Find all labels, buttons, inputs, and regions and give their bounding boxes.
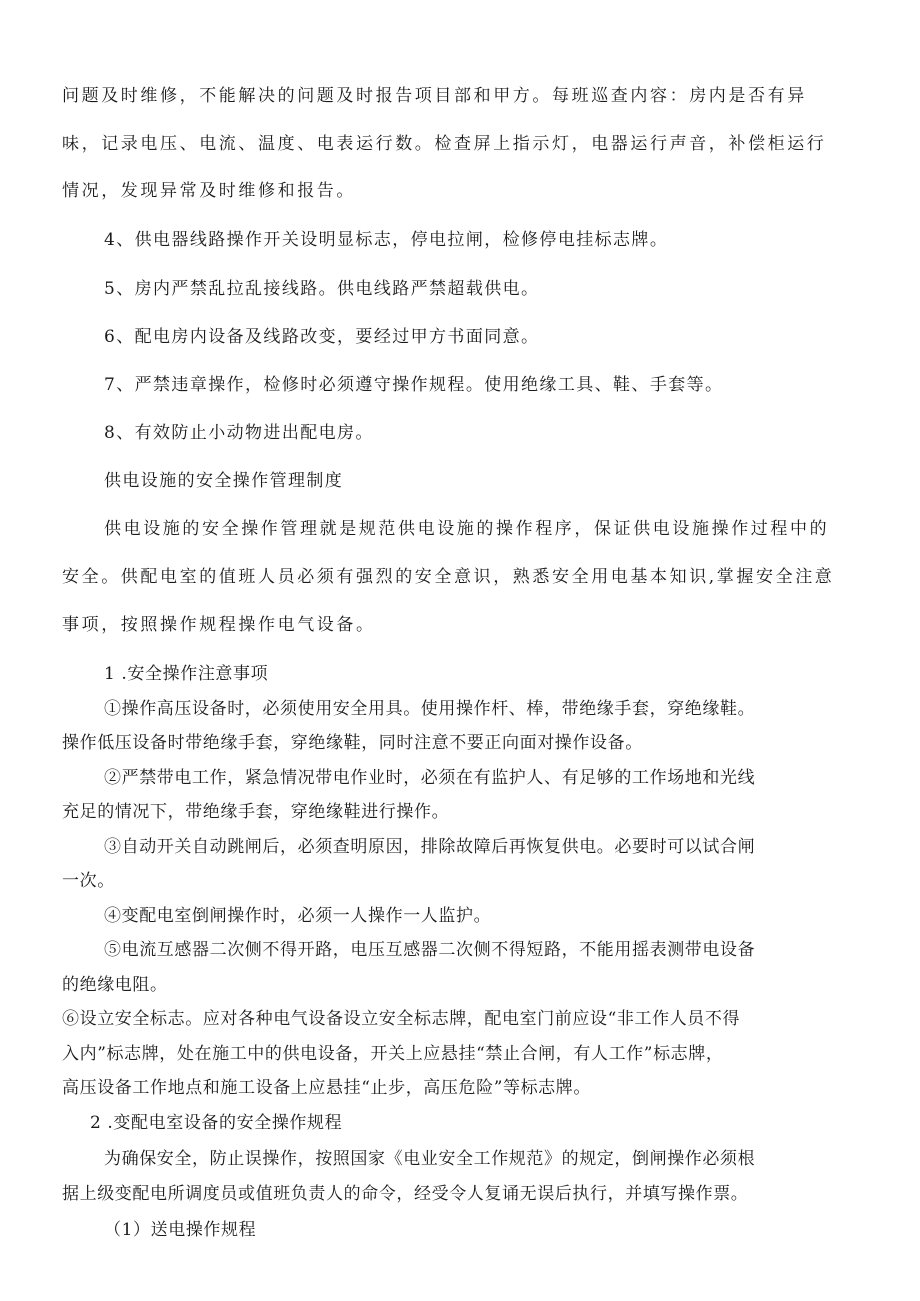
intro-line-1: 问题及时维修，不能解决的问题及时报告项目部和甲方。每班巡查内容：房内是否有异: [62, 86, 807, 106]
item-5-line-2: 的绝缘电阻。: [62, 975, 168, 995]
subsection-2-para-line-1: 为确保安全，防止误操作，按照国家《电业安全工作规范》的规定，倒闸操作必须根: [104, 1149, 756, 1169]
section-para-line-1: 供电设施的安全操作管理就是规范供电设施的操作程序，保证供电设施操作过程中的: [104, 519, 830, 539]
item-2-line-2: 充足的情况下，带绝缘手套，穿绝缘鞋进行操作。: [62, 802, 450, 822]
item-4: ④变配电室倒闸操作时，必须一人操作一人监护。: [104, 906, 492, 926]
rule-8: 8、有效防止小动物进出配电房。: [104, 423, 374, 443]
intro-line-3: 情况，发现异常及时维修和报告。: [62, 181, 356, 201]
section-title: 供电设施的安全操作管理制度: [104, 471, 344, 491]
item-6-line-3: 高压设备工作地点和施工设备上应悬挂“止步，高压危险”等标志牌。: [62, 1078, 591, 1098]
intro-line-2: 味，记录电压、电流、温度、电表运行数。检查屏上指示灯，电器运行声音，补偿柜运行: [62, 134, 827, 154]
rule-6: 6、配电房内设备及线路改变，要经过甲方书面同意。: [104, 327, 540, 347]
item-3-line-2: 一次。: [62, 871, 115, 891]
item-1-line-2: 操作低压设备时带绝缘手套，穿绝缘鞋，同时注意不要正向面对操作设备。: [62, 733, 643, 753]
section-para-line-3: 事项，按照操作规程操作电气设备。: [62, 615, 376, 635]
rule-7: 7、严禁违章操作，检修时必须遵守操作规程。使用绝缘工具、鞋、手套等。: [104, 375, 724, 395]
subsection-3-title: （1）送电操作规程: [104, 1220, 257, 1240]
item-3-line-1: ③自动开关自动跳闸后，必须查明原因，排除故障后再恢复供电。必要时可以试合闸: [104, 837, 756, 857]
item-6-line-2: 入内”标志牌，处在施工中的供电设备，开关上应悬挂“禁止合闸，有人工作”标志牌，: [62, 1044, 724, 1064]
subsection-1-title: 1 .安全操作注意事项: [104, 664, 269, 684]
item-5-line-1: ⑤电流互感器二次侧不得开路，电压互感器二次侧不得短路，不能用摇表测带电设备: [104, 940, 756, 960]
item-1-line-1: ①操作高压设备时，必须使用安全用具。使用操作杆、棒，带绝缘手套，穿绝缘鞋。: [104, 699, 756, 719]
rule-4: 4、供电器线路操作开关设明显标志，停电拉闸，检修停电挂标志牌。: [104, 230, 669, 250]
subsection-2-para-line-2: 据上级变配电所调度员或值班负责人的命令，经受令人复诵无误后执行，并填写操作票。: [62, 1184, 749, 1204]
section-para-line-2: 安全。供配电室的值班人员必须有强烈的安全意识，熟悉安全用电基本知识,掌握安全注意: [62, 567, 835, 587]
rule-5: 5、房内严禁乱拉乱接线路。供电线路严禁超载供电。: [104, 279, 540, 299]
item-2-line-1: ②严禁带电工作，紧急情况带电作业时，必须在有监护人、有足够的工作场地和光线: [104, 768, 756, 788]
item-6-line-1: ⑥设立安全标志。应对各种电气设备设立安全标志牌，配电室门前应设“非工作人员不得: [62, 1009, 741, 1029]
subsection-2-title: 2 .变配电室设备的安全操作规程: [90, 1113, 343, 1133]
